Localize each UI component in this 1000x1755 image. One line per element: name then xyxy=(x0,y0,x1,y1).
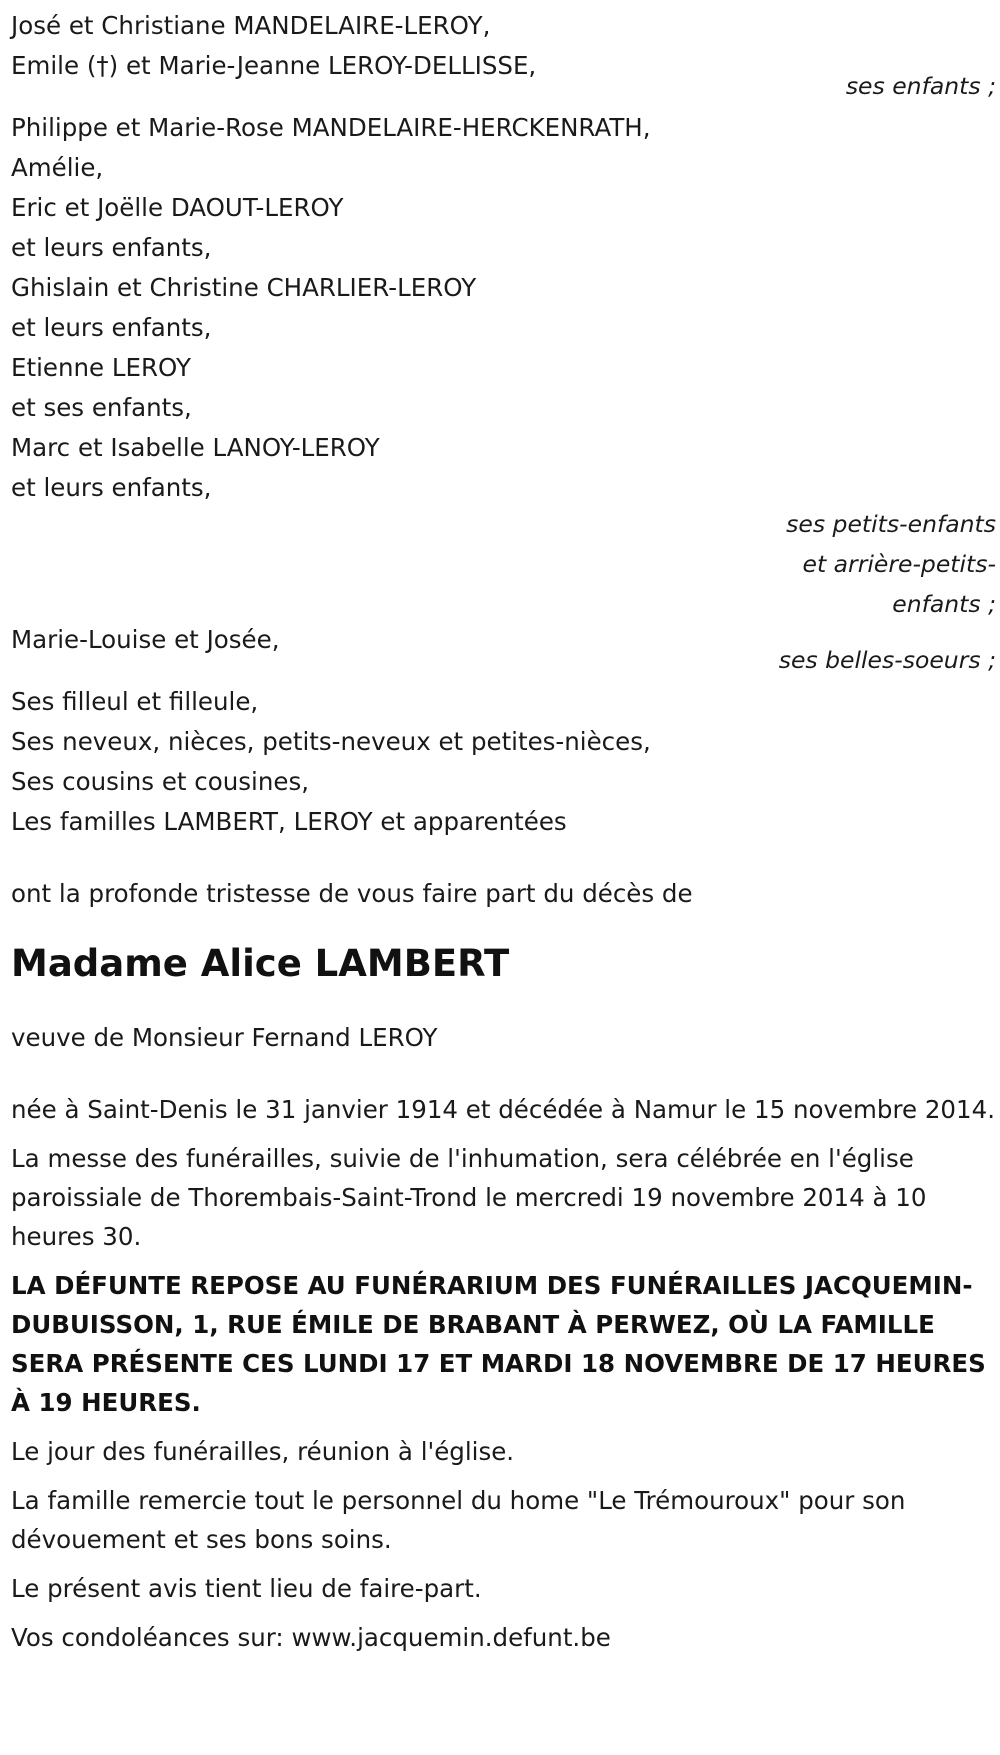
children-label: ses enfants ; xyxy=(845,72,996,100)
sisters-in-law-label: ses belles-soeurs ; xyxy=(778,646,996,674)
other-relatives-group xyxy=(11,682,996,842)
grandchildren-line: Ghislain et Christine CHARLIER-LEROY xyxy=(11,273,477,302)
other-relatives-line: Ses cousins et cousines, xyxy=(11,767,309,796)
grandchildren-line: Philippe et Marie-Rose MANDELAIRE-HERCKENRATH, xyxy=(11,113,651,142)
grandchildren-line: et leurs enfants, xyxy=(11,233,212,262)
grandchildren-group xyxy=(11,108,996,624)
grandchildren-line: et leurs enfants, xyxy=(11,473,212,502)
children-line-2: Emile (†) et Marie-Jeanne LEROY-DELLISSE, xyxy=(11,51,537,80)
notice-text: Le présent avis tient lieu de faire-part. xyxy=(11,1574,482,1603)
sisters-in-law-group xyxy=(11,620,996,680)
children-line-1: José et Christiane MANDELAIRE-LEROY, xyxy=(11,11,491,40)
grandchildren-line: Amélie, xyxy=(11,153,104,182)
grandchildren-line: Etienne LEROY xyxy=(11,353,191,382)
grandchildren-line: Marc et Isabelle LANOY-LEROY xyxy=(11,433,380,462)
mass-text: La messe des funérailles, suivie de l'inhumation, sera célébrée en l'église paroissiale de Thorembais-Saint-Trond le mercredi 19 novembre 2014 à 10 heures 30. xyxy=(11,1144,927,1251)
other-relatives-line: Ses filleul et filleule, xyxy=(11,687,259,716)
thanks-text: La famille remercie tout le personnel du home "Le Trémouroux" pour son dévouement et ses bons soins. xyxy=(11,1486,906,1554)
deceased-name: Madame Alice LAMBERT xyxy=(11,942,510,985)
obituary-content xyxy=(11,6,996,1657)
widow-of-text: veuve de Monsieur Fernand LEROY xyxy=(11,1023,438,1052)
announcement-text: ont la profonde tristesse de vous faire part du décès de xyxy=(11,879,693,908)
grandchildren-line: et leurs enfants, xyxy=(11,313,212,342)
condolences-link[interactable]: www.jacquemin.defunt.be xyxy=(291,1623,611,1652)
meeting-text: Le jour des funérailles, réunion à l'église. xyxy=(11,1437,515,1466)
grandchildren-label-2: et arrière-petits- xyxy=(802,550,996,578)
other-relatives-line: Ses neveux, nièces, petits-neveux et petites-nièces, xyxy=(11,727,651,756)
condolences-prefix: Vos condoléances sur: xyxy=(11,1623,292,1652)
sisters-in-law-line: Marie-Louise et Josée, xyxy=(11,625,280,654)
other-relatives-line: Les familles LAMBERT, LEROY et apparentées xyxy=(11,807,567,836)
viewing-text: LA DÉFUNTE REPOSE AU FUNÉRARIUM DES FUNÉRAILLES JACQUEMIN-DUBUISSON, 1, RUE ÉMILE DE BRABANT À PERWEZ, OÙ LA FAMILLE SERA PRÉSENTE CES LUNDI 17 ET MARDI 18 NOVEMBRE DE 17 HEURES À 19 HEURES. xyxy=(11,1271,986,1417)
birth-death-text: née à Saint-Denis le 31 janvier 1914 et décédée à Namur le 15 novembre 2014. xyxy=(11,1095,995,1124)
children-group xyxy=(11,6,996,106)
grandchildren-label-3: enfants ; xyxy=(892,590,996,618)
condolences-line xyxy=(11,1618,996,1657)
grandchildren-line: Eric et Joëlle DAOUT-LEROY xyxy=(11,193,344,222)
grandchildren-label-1: ses petits-enfants xyxy=(786,510,996,538)
grandchildren-line: et ses enfants, xyxy=(11,393,192,422)
